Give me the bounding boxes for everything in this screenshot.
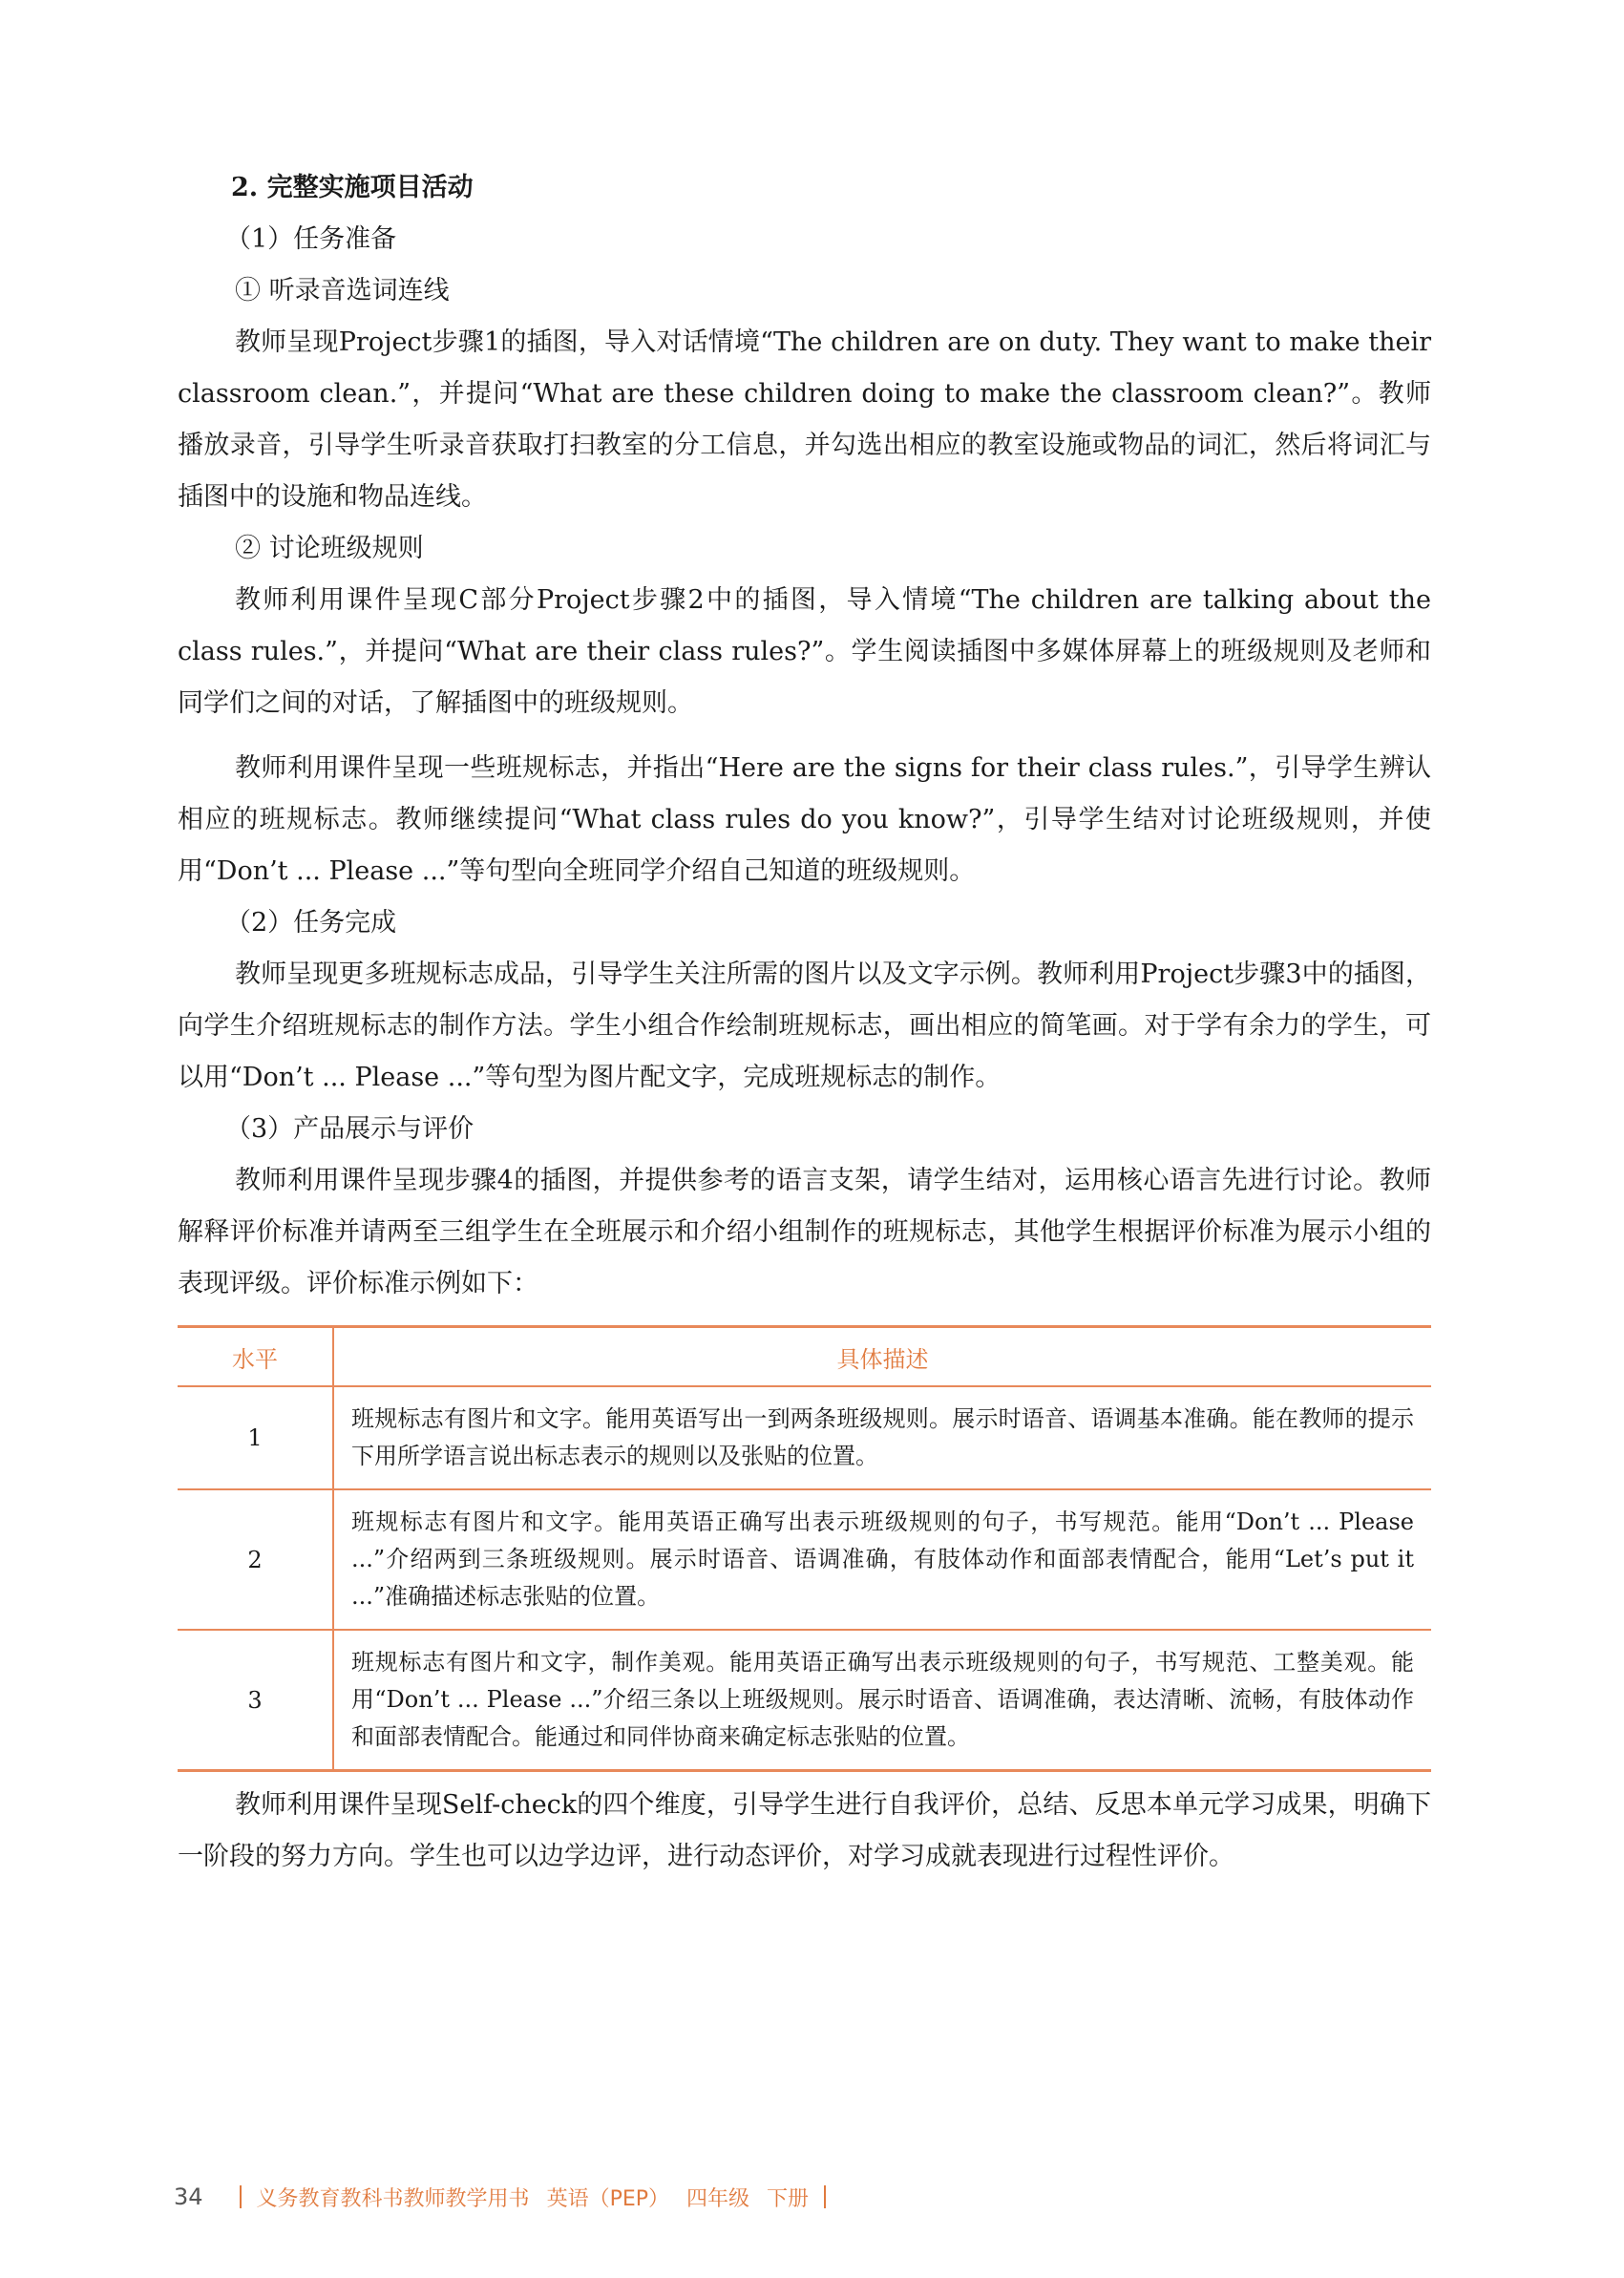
subsection-task-preparation: （1）任务准备: [225, 224, 397, 254]
header-level: 水平: [178, 1327, 333, 1387]
footer-divider: [240, 2185, 242, 2208]
footer-divider: [824, 2185, 826, 2208]
item-discuss-rules: ② 讨论班级规则: [235, 534, 424, 563]
paragraph: 教师利用课件呈现Self-check的四个维度，引导学生进行自我评价，总结、反思本单元学习成果，明确下一阶段的努力方向。学生也可以边学边评，进行动态评价，对学习成就表现进行过程性评价。: [178, 1790, 1431, 1871]
table-row: [178, 1630, 1431, 1771]
section-heading: 2. 完整实施项目活动: [231, 173, 474, 202]
footer-grade: 四年级: [686, 2186, 750, 2211]
paragraph: 教师利用课件呈现步骤4的插图，并提供参考的语言支架，请学生结对，运用核心语言先进行讨论。教师解释评价标准并请两至三组学生在全班展示和介绍小组制作的班规标志，其他学生根据评价标准为展示小组的表现评级。评价标准示例如下：: [178, 1166, 1431, 1298]
description-cell: 班规标志有图片和文字，制作美观。能用英语正确写出表示班级规则的句子，书写规范、工整美观。能用“Don’t ... Please ...”介绍三条以上班级规则。展示时语音、语调准确，表达清晰、流畅，有肢体动作和面部表情配合。能通过和同伴协商来确定标志张贴的位置。: [333, 1630, 1431, 1771]
item-listen-match: ① 听录音选词连线: [235, 276, 450, 306]
page-number: 34: [174, 2183, 203, 2210]
footer-subject: 英语（PEP）: [546, 2186, 669, 2211]
paragraph: 教师利用课件呈现C部分Project步骤2中的插图，导入情境“The children are talking about the class rules.”，并提问“What are their class rules?”。学生阅读插图中多媒体屏幕上的班级规则及老师和同学们之间的对话，了解插图中的班级规则。: [178, 585, 1431, 718]
subsection-task-completion: （2）任务完成: [225, 908, 397, 938]
table-row: [178, 1489, 1431, 1630]
footer-book-title: 义务教育教科书教师教学用书: [256, 2186, 530, 2211]
paragraph: 教师利用课件呈现一些班规标志，并指出“Here are the signs for their class rules.”，引导学生辨认相应的班规标志。教师继续提问“What class rules do you know?”，引导学生结对讨论班级规则，并使用“Don’t ... Please ...”等句型向全班同学介绍自己知道的班级规则。: [178, 753, 1431, 886]
level-cell: 1: [178, 1386, 333, 1489]
evaluation-table: [178, 1325, 1431, 1772]
page-footer: [174, 2180, 841, 2214]
main-content: [178, 162, 1431, 1310]
paragraph: 教师呈现Project步骤1的插图，导入对话情境“The children are on duty. They want to make their classroom clean.”，并提问“What are these children doing to make the classroom clean?”。教师播放录音，引导学生听录音获取打扫教室的分工信息，并勾选出相应的教室设施或物品的词汇，然后将词汇与插图中的设施和物品连线。: [178, 327, 1431, 512]
subsection-product-display: （3）产品展示与评价: [225, 1114, 475, 1144]
footer-volume: 下册: [767, 2186, 810, 2211]
level-cell: 3: [178, 1630, 333, 1771]
table-header-row: [178, 1327, 1431, 1387]
table-row: [178, 1386, 1431, 1489]
paragraph: 教师呈现更多班规标志成品，引导学生关注所需的图片以及文字示例。教师利用Project步骤3中的插图，向学生介绍班规标志的制作方法。学生小组合作绘制班规标志，画出相应的简笔画。对于学有余力的学生，可以用“Don’t ... Please ...”等句型为图片配文字，完成班规标志的制作。: [178, 960, 1431, 1092]
description-cell: 班规标志有图片和文字。能用英语写出一到两条班级规则。展示时语音、语调基本准确。能在教师的提示下用所学语言说出标志表示的规则以及张贴的位置。: [333, 1386, 1431, 1489]
header-description: 具体描述: [333, 1327, 1431, 1387]
description-cell: 班规标志有图片和文字。能用英语正确写出表示班级规则的句子，书写规范。能用“Don’t ... Please ...”介绍两到三条班级规则。展示时语音、语调准确，有肢体动作和面部表情配合，能用“Let’s put it ...”准确描述标志张贴的位置。: [333, 1489, 1431, 1630]
closing-section: [178, 1780, 1431, 1883]
level-cell: 2: [178, 1489, 333, 1630]
